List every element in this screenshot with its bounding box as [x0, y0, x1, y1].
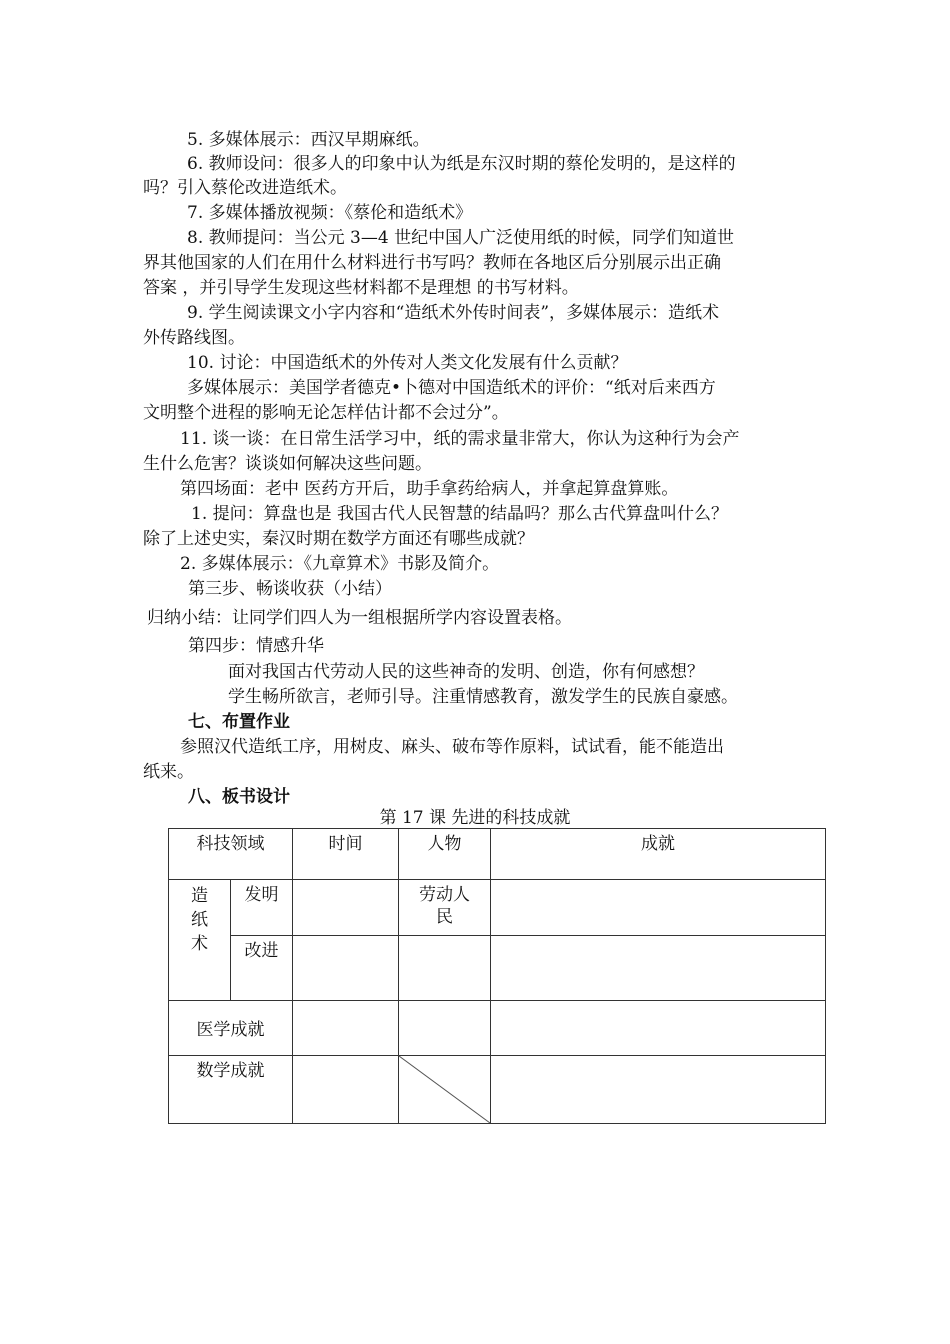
diagonal-line: [399, 1056, 490, 1123]
math-time-cell: [293, 1056, 399, 1124]
section-heading-board: 八、板书设计: [188, 787, 290, 807]
section-heading-homework: 七、布置作业: [188, 712, 290, 732]
header-field: 科技领域: [169, 829, 293, 880]
table-row-improve: [169, 936, 826, 1001]
medicine-time-cell: [293, 1001, 399, 1056]
paragraph-summary: 归纳小结：让同学们四人为一组根据所学内容设置表格。: [147, 608, 572, 628]
paragraph-question-line2: 除了上述史实，秦汉时期在数学方面还有哪些成就？: [143, 529, 534, 549]
paragraph-9-line1: 9. 学生阅读课文小字内容和“造纸术外传时间表”，多媒体展示：造纸术: [187, 303, 720, 323]
paragraph-11-line2: 生什么危害？谈谈如何解决这些问题。: [143, 454, 432, 474]
table-row-math: [169, 1056, 826, 1124]
table-row-medicine: [169, 1001, 826, 1056]
paragraph-media-2: 2. 多媒体展示：《九章算术》书影及简介。: [180, 554, 500, 574]
header-achievement: 成就: [491, 829, 826, 880]
invent-person-cell: [399, 880, 491, 936]
paragraph-question-line1: 1. 提问：算盘也是 我国古代人民智慧的结晶吗？那么古代算盘叫什么？: [191, 504, 729, 524]
paragraph-9-line2: 外传路线图。: [143, 328, 245, 348]
paragraph-8-line3: 答案 ，并引导学生发现这些材料都不是理想 的书写材料。: [143, 278, 579, 298]
paragraph-homework-line2: 纸来。: [143, 762, 194, 782]
paragraph-quote-line1: 多媒体展示：美国学者德克•卜德对中国造纸术的评价：“纸对后来西方: [187, 378, 716, 398]
paragraph-homework-line1: 参照汉代造纸工序，用树皮、麻头、破布等作原料，试试看，能不能造出: [180, 737, 724, 757]
paragraph-5: 5. 多媒体展示：西汉早期麻纸。: [187, 130, 430, 150]
table-header-row: [169, 829, 826, 880]
paragraph-10: 10. 讨论：中国造纸术的外传对人类文化发展有什么贡献？: [187, 353, 628, 373]
math-achievement-cell: [491, 1056, 826, 1124]
invent-time-cell: [293, 880, 399, 936]
invent-person: 劳动人民: [419, 885, 470, 927]
board-design-table: [168, 828, 826, 1124]
board-caption: 第 17 课 先进的科技成就: [379, 808, 571, 828]
improve-time-cell: [293, 936, 399, 1001]
paragraph-8-line2: 界其他国家的人们在用什么材料进行书写吗？教师在各地区后分别展示出正确: [143, 253, 721, 273]
paragraph-scene4: 第四场面：老中 医药方开后，助手拿药给病人，并拿起算盘算账。: [180, 479, 679, 499]
table-row-invent: [169, 880, 826, 936]
header-time: 时间: [293, 829, 399, 880]
medicine-label: 医学成就: [169, 1001, 293, 1056]
paragraph-step4: 第四步：情感升华: [188, 636, 324, 656]
header-person: 人物: [399, 829, 491, 880]
papermaking-label: 造纸术: [191, 886, 208, 954]
improve-label: 改进: [231, 936, 293, 1001]
improve-person-cell: [399, 936, 491, 1001]
medicine-person-cell: [399, 1001, 491, 1056]
paragraph-6-line2: 吗？引入蔡伦改进造纸术。: [143, 178, 347, 198]
paragraph-7: 7. 多媒体播放视频：《蔡伦和造纸术》: [187, 203, 473, 223]
paragraph-step3: 第三步、畅谈收获（小结）: [188, 579, 392, 599]
papermaking-cell: [169, 880, 231, 1001]
paragraph-feelings-1: 面对我国古代劳动人民的这些神奇的发明、创造，你有何感想？: [228, 662, 704, 682]
improve-achievement-cell: [491, 936, 826, 1001]
paragraph-feelings-2: 学生畅所欲言，老师引导。注重情感教育，激发学生的民族自豪感。: [228, 687, 738, 707]
paragraph-8-line1: 8. 教师提问：当公元 3—4 世纪中国人广泛使用纸的时候，同学们知道世: [187, 228, 735, 248]
paragraph-quote-line2: 文明整个进程的影响无论怎样估计都不会过分”。: [143, 403, 509, 423]
medicine-achievement-cell: [491, 1001, 826, 1056]
invent-achievement-cell: [491, 880, 826, 936]
paragraph-11-line1: 11. 谈一谈：在日常生活学习中，纸的需求量非常大，你认为这种行为会产: [180, 429, 740, 449]
math-person-cell: [399, 1056, 491, 1124]
math-label: 数学成就: [169, 1056, 293, 1124]
invent-label: 发明: [231, 880, 293, 936]
paragraph-6-line1: 6. 教师设问：很多人的印象中认为纸是东汉时期的蔡伦发明的，是这样的: [187, 154, 736, 174]
